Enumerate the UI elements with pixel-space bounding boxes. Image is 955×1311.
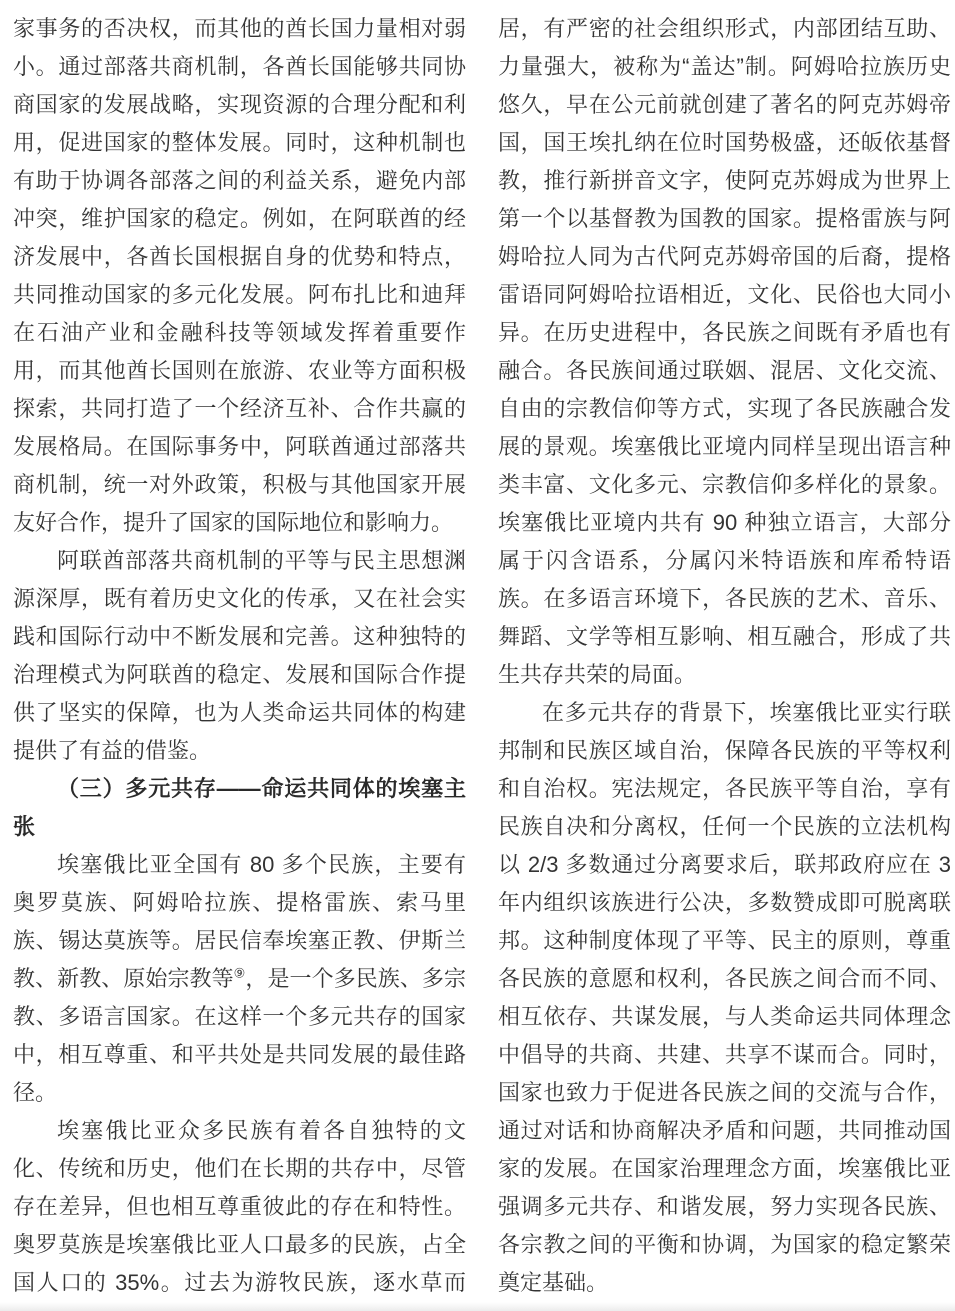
paragraph-text-before-footnote: 埃塞俄比亚全国有 80 多个民族，主要有奥罗莫族、阿姆哈拉族、提格雷族、索马里族、锡达莫族等。居民信奉埃塞正教、伊斯兰教、新教、原始宗教等: [13, 852, 466, 991]
footnote-marker: ⑨: [233, 965, 246, 981]
left-column: [13, 10, 466, 1302]
paragraph-text-after-footnote: ，是一个多民族、多宗教、多语言国家。在这样一个多元共存的国家中，相互尊重、和平共处是共同发展的最佳路径。: [13, 966, 466, 1105]
right-column: [498, 10, 951, 1302]
page-bottom-edge: [0, 1302, 955, 1311]
paragraph-ethiopia-ethnic-groups: [13, 846, 466, 1112]
paragraph-continuation-uae: 家事务的否决权，而其他的酋长国力量相对弱小。通过部落共商机制，各酋长国能够共同协商国家的发展战略，实现资源的合理分配和利用，促进国家的整体发展。同时，这种机制也有助于协调各部落之间的利益关系，避免内部冲突，维护国家的稳定。例如，在阿联酋的经济发展中，各酋长国根据自身的优势和特点，共同推动国家的多元化发展。阿布扎比和迪拜在石油产业和金融科技等领域发挥着重要作用，而其他酋长国则在旅游、农业等方面积极探索，共同打造了一个经济互补、合作共赢的发展格局。在国际事务中，阿联酋通过部落共商机制，统一对外政策，积极与其他国家开展友好合作，提升了国家的国际地位和影响力。: [13, 16, 466, 535]
paragraph-continuation-ethiopia-cultures: 居，有严密的社会组织形式，内部团结互助、力量强大，被称为“盖达”制。阿姆哈拉族历史悠久，早在公元前就创建了著名的阿克苏姆帝国，国王埃扎纳在位时国势极盛，还皈依基督教，推行新拼音文字，使阿克苏姆成为世界上第一个以基督教为国教的国家。提格雷族与阿姆哈拉人同为古代阿克苏姆帝国的后裔，提格雷语同阿姆哈拉语相近，文化、民俗也大同小异。在历史进程中，各民族之间既有矛盾也有融合。各民族间通过联姻、混居、文化交流、自由的宗教信仰等方式，实现了各民族融合发展的景观。埃塞俄比亚境内同样呈现出语言种类丰富、文化多元、宗教信仰多样化的景象。埃塞俄比亚境内共有 90 种独立语言，大部分属于闪含语系，分属闪米特语族和库希特语族。在多语言环境下，各民族的艺术、音乐、舞蹈、文学等相互影响、相互融合，形成了共生共存共荣的局面。: [498, 16, 951, 687]
paragraph-ethiopia-cultures: 埃塞俄比亚众多民族有着各自独特的文化、传统和历史，他们在长期的共存中，尽管存在差异，但也相互尊重彼此的存在和特性。奥罗莫族是埃塞俄比亚人口最多的民族，占全国人口的 35%。过去为游牧民族，逐水草而: [13, 1118, 466, 1295]
paragraph-uae-summary: 阿联酋部落共商机制的平等与民主思想渊源深厚，既有着历史文化的传承，又在社会实践和国际行动中不断发展和完善。这种独特的治理模式为阿联酋的稳定、发展和国际合作提供了坚实的保障，也为人类命运共同体的构建提供了有益的借鉴。: [13, 548, 466, 763]
section-heading: （三）多元共存——命运共同体的埃塞主张: [13, 776, 466, 839]
paragraph-ethiopia-federalism: 在多元共存的背景下，埃塞俄比亚实行联邦制和民族区域自治，保障各民族的平等权利和自治权。宪法规定，各民族平等自治，享有民族自决和分离权，任何一个民族的立法机构以 2/3 多数通过分离要求后，联邦政府应在 3 年内组织该族进行公决，多数赞成即可脱离联邦。这种制度体现了平等、民主的原则，尊重各民族的意愿和权利，各民族之间合而不同、相互依存、共谋发展，与人类命运共同体理念中倡导的共商、共建、共享不谋而合。同时，国家也致力于促进各民族之间的交流与合作，通过对话和协商解决矛盾和问题，共同推动国家的发展。在国家治理理念方面，埃塞俄比亚强调多元共存、和谐发展，努力实现各民族、各宗教之间的平衡和协调，为国家的稳定繁荣奠定基础。: [498, 700, 951, 1295]
